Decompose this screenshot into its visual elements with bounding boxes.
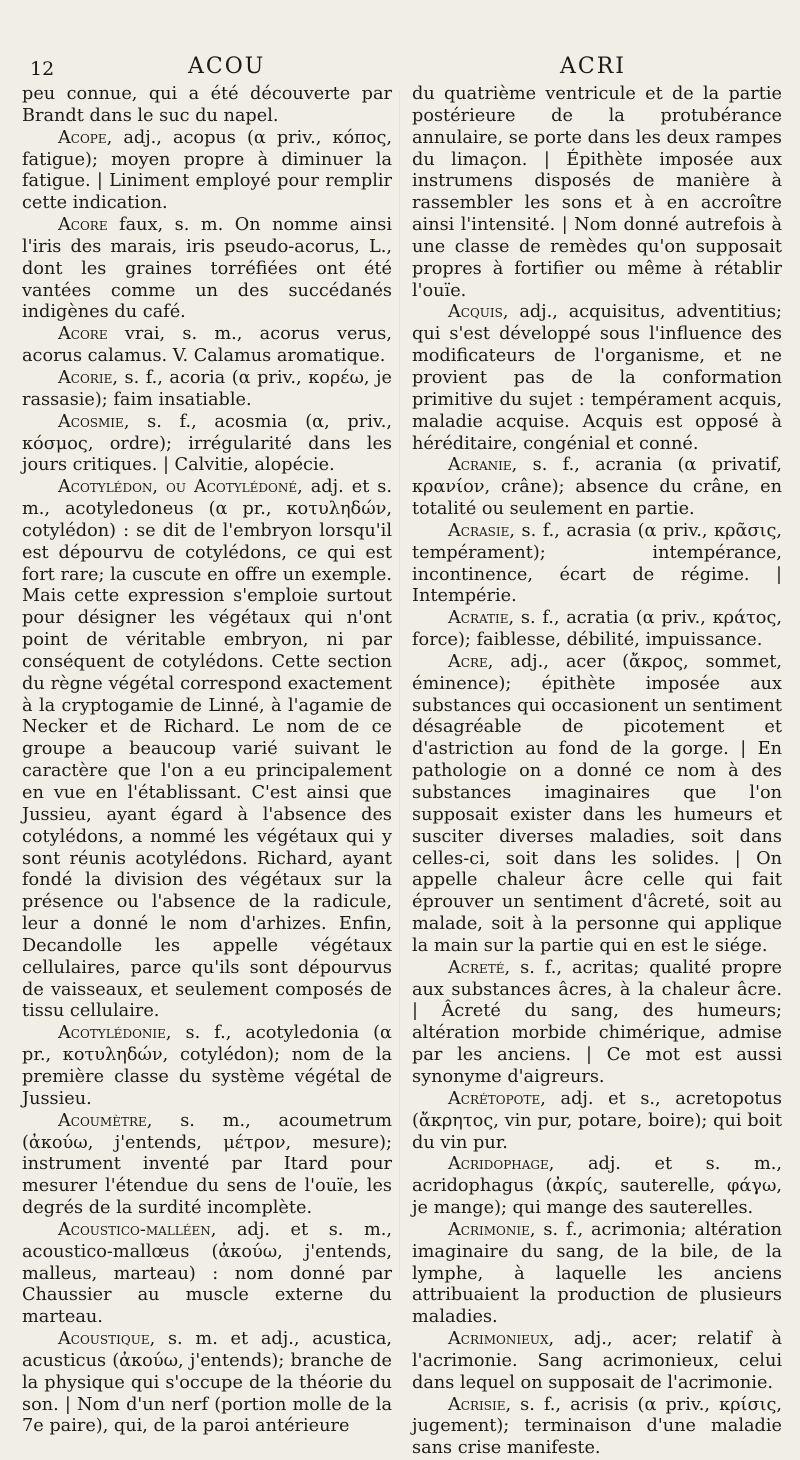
entry-headword: Acrimonie (448, 1219, 530, 1240)
entry-definition: vrai, s. m., acorus verus, acorus calamus. V. Calamus aromatique. (22, 324, 392, 367)
left-column (22, 84, 392, 1438)
entry-definition: , s. m., acoumetrum (ἀκούω, j'entends, μέτρον, mesure); instrument inventé par Itard pour mesurer l'étendue du sens de l'ouïe, les degrés de la surdité incomplète. (22, 1110, 392, 1219)
entry-headword: Acrétopote (448, 1088, 541, 1109)
dictionary-entry (412, 1089, 782, 1155)
entry-definition: du quatrième ventricule et de la partie postérieure de la protubérance annulaire, se porte dans les deux rampes du limaçon. | Épithète imposée aux instrumens disposés de manière à rassembler les sons et à en accroître ainsi l'intensité. | Nom donné autrefois à une classe de remèdes qu'on supposait propres à fortifier ou même à rétablir l'ouïe. (412, 84, 782, 301)
entry-definition: , s. f., acrisis (α priv., κρίσις, jugement); terminaison d'une maladie sans crise manifeste. (412, 1394, 782, 1459)
entry-definition: , s. f., acratia (α priv., κράτος, force); faiblesse, débilité, impuissance. (412, 608, 782, 651)
entry-definition: , adj., acer; relatif à l'acrimonie. Sang acrimonieux, celui dans lequel on supposait de l'acrimonie. (412, 1329, 782, 1393)
dictionary-entry (22, 1220, 392, 1329)
entry-definition: , s. f., acrania (α privatif, κρανίον, crâne); absence du crâne, en totalité ou seulement en partie. (412, 455, 782, 520)
entry-definition: , s. f., acritas; qualité propre aux substances âcres, à la chaleur âcre. | Âcreté du sang, des humeurs; altération morbide chimérique, admise par les anciens. | Ce mot est aussi synonyme d'aigreurs. (412, 957, 782, 1087)
dictionary-entry (22, 84, 392, 128)
entry-definition: , adj. et s., acretopotus (ἄκρητος, vin pur, potare, boire); qui boit du vin pur. (412, 1088, 782, 1153)
dictionary-entry (412, 608, 782, 652)
entry-headword: Acope (58, 127, 107, 148)
entry-headword: Acre (448, 651, 488, 672)
dictionary-entry (22, 412, 392, 478)
entry-definition: , adj. et s. m., acotyledoneus (α pr., κοτυληδών, cotylédon) : se dit de l'embryon lorsqu'il est dépourvu de cotylédons, ce qui est fort rare; la cuscute en offre un exemple. Mais cette expression s'emploie surtout pour désigner les végétaux qui n'ont point de véritable embryon, ni par conséquent de cotylédons. Cette section du règne végétal correspond exactement à la cryptogamie de Linné, à l'agamie de Necker et de Richard. Le nom de ce groupe a beaucoup varié suivant le caractère que l'on a eu principalement en vue en l'établissant. C'est ainsi que Jussieu, ayant égard à l'absence des cotylédons, a nommé les végétaux qui y sont réunis acotylédons. Richard, ayant fondé la division des végétaux sur la présence ou l'absence de la radicule, leur a donné le nom d'arhizes. Enfin, Decandolle les appelle végétaux cellulaires, parce qu'ils sont dépourvus de vaisseaux, et seulement composés de tissu cellulaire. (22, 477, 392, 1022)
dictionary-entry (412, 1395, 782, 1460)
entry-headword: Acranie (448, 455, 512, 476)
dictionary-entry (22, 1329, 392, 1438)
entry-headword: Acratie (448, 608, 509, 629)
dictionary-entry (22, 215, 392, 324)
dictionary-entry (412, 958, 782, 1089)
running-head-left: ACOU (188, 54, 266, 79)
entry-headword: Acore (58, 215, 108, 236)
dictionary-entry (22, 477, 392, 1023)
entry-headword: Acrasie (448, 520, 510, 541)
entry-headword: Acoumètre (58, 1110, 147, 1131)
dictionary-entry (22, 324, 392, 368)
entry-definition: faux, s. m. On nomme ainsi l'iris des marais, iris pseudo-acorus, L., dont les graines torréfiées ont été vantées comme un des succédanés indigènes du café. (22, 215, 392, 323)
dictionary-entry (412, 1329, 782, 1395)
entry-definition: , s. m. et adj., acustica, acusticus (ἀκούω, j'entends); branche de la physique qui s'occupe de la théorie du son. | Nom d'un nerf (portion molle de la 7e paire), qui, de la paroi antérieure (22, 1329, 392, 1437)
entry-definition: peu connue, qui a été découverte par Brandt dans le suc du napel. (22, 84, 392, 126)
entry-headword: Acrisie (448, 1394, 506, 1415)
entry-definition: , adj., acopus (α priv., κόπος, fatigue); moyen propre à diminuer la fatigue. | Liniment employé pour remplir cette indication. (22, 127, 392, 214)
entry-definition: , s. f., acrasia (α priv., κρᾶσις, tempérament); intempérance, incontinence, écart de régime. | Intempérie. (412, 520, 782, 607)
dictionary-entry (412, 652, 782, 958)
dictionary-entry (412, 1154, 782, 1220)
entry-headword: Acridophage (448, 1154, 549, 1175)
entry-definition: , s. f., acotyledonia (α pr., κοτυληδών, cotylédon); nom de la première classe du système végétal de Jussieu. (22, 1023, 392, 1109)
dictionary-entry (412, 455, 782, 521)
column-gutter (399, 90, 400, 1280)
entry-definition: , adj., acer (ἄκρος, sommet, éminence); épithète imposée aux substances qui occasionent un sentiment désagréable de picotement et d'astriction au fond de la gorge. | En pathologie on a donné ce nom à des substances imaginaires que l'on supposait exister dans les humeurs et susciter diverses maladies, soit dans celles-ci, soit dans les solides. | On appelle chaleur âcre celle qui fait éprouver un sentiment d'âcreté, soit au malade, soit à la personne qui applique la main sur la partie qui en est le siége. (412, 651, 782, 956)
entry-headword: Acore (58, 324, 108, 345)
dictionary-entry (412, 302, 782, 455)
dictionary-entry (412, 84, 782, 302)
entry-headword: Acrimonieux (448, 1329, 549, 1350)
entry-definition: , s. f., acoria (α priv., κορέω, je rassasie); faim insatiable. (22, 367, 392, 410)
entry-headword: Acosmie (58, 411, 124, 432)
entry-definition: , adj., acquisitus, adventitius; qui s'est développé sous l'influence des modificateurs de l'organisme, et ne provient pas de la conformation primitive du sujet : tempérament acquis, maladie acquise. Acquis est opposé à héréditaire, congénial et conné. (412, 302, 782, 454)
entry-headword: Acoustique (58, 1329, 150, 1350)
dictionary-entry (22, 128, 392, 215)
entry-definition: , adj. et s. m., acoustico-mallœus (ἀκούω, j'entends, malleus, marteau) : nom donné par Chaussier au muscle externe du marteau. (22, 1219, 392, 1328)
entry-headword: Acotylédon, ou Acotylédoné (58, 477, 298, 498)
dictionary-entry (412, 1220, 782, 1329)
dictionary-entry (412, 521, 782, 608)
entry-headword: Acotylédonie (58, 1023, 166, 1044)
dictionary-entry (22, 368, 392, 412)
entry-headword: Acoustico-malléen (58, 1219, 211, 1240)
entry-headword: Acreté (448, 957, 505, 978)
entry-definition: , s. f., acosmia (α, priv., κόσμος, ordre); irrégularité dans les jours critiques. | Calvitie, alopécie. (22, 411, 392, 476)
entry-headword: Acorie (58, 367, 113, 388)
running-head-right: ACRI (560, 54, 626, 79)
page-number: 12 (30, 58, 55, 80)
entry-definition: , adj. et s. m., acridophagus (ἀκρίς, sauterelle, φάγω, je mange); qui mange des sauterelles. (412, 1154, 782, 1219)
page-header (0, 52, 800, 86)
dictionary-entry (22, 1023, 392, 1110)
entry-headword: Acquis (448, 302, 503, 323)
dictionary-entry (22, 1111, 392, 1220)
right-column (412, 84, 782, 1460)
entry-definition: , s. f., acrimonia; altération imaginaire du sang, de la bile, de la lymphe, à laquelle les anciens attribuaient la production de plusieurs maladies. (412, 1219, 782, 1328)
